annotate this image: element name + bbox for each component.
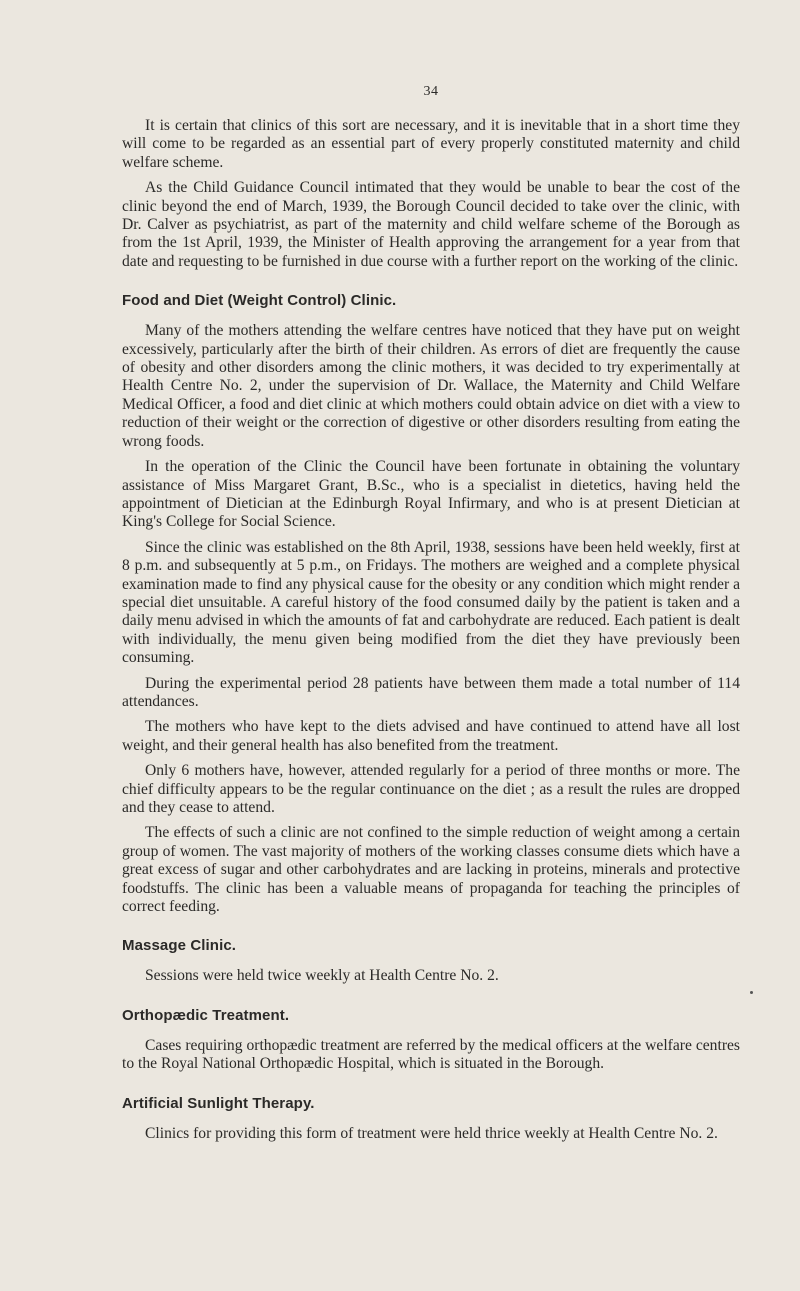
paragraph: Clinics for providing this form of treatment were held thrice weekly at Health Centre No. 2. bbox=[145, 1124, 718, 1142]
section-heading: Food and Diet (Weight Control) Clinic. bbox=[122, 292, 397, 310]
paragraph: Only 6 mothers have, however, attended regularly for a period of three months or more. The chief difficulty appears to be the regular continuance on the diet ; as a result the rules are dropped and they cease to attend. bbox=[122, 762, 740, 816]
paragraph: Sessions were held twice weekly at Health Centre No. 2. bbox=[145, 967, 499, 985]
section-heading: Artificial Sunlight Therapy. bbox=[122, 1094, 315, 1112]
paragraph: Cases requiring orthopædic treatment are referred by the medical officers at the welfare centres to the Royal National Orthopædic Hospital, which is situated in the Borough. bbox=[122, 1036, 740, 1073]
food-diet-section bbox=[122, 292, 740, 916]
paragraph: The mothers who have kept to the diets advised and have continued to attend have all lost weight, and their general health has also benefited from the treatment. bbox=[122, 718, 740, 754]
paragraph: As the Child Guidance Council intimated that they would be unable to bear the cost of the clinic beyond the end of March, 1939, the Borough Council decided to take over the clinic, with Dr. Calver as psychiatrist, as part of the maternity and child welfare scheme of the Borough as from the 1st April, 1939, the Minister of Health approving the arrangement for a year from that date and requesting to be furnished in due course with a further report on the working of the clinic. bbox=[122, 179, 740, 270]
sunlight-section bbox=[122, 1095, 740, 1143]
paragraph: Since the clinic was established on the 8th April, 1938, sessions have been held weekly, first at 8 p.m. and subsequently at 5 p.m., on Fridays. The mothers are weighed and a complete physical examination made to find any physical cause for the obesity or any condition which might render a special diet unsuitable. A careful history of the food consumed daily by the patient is taken and a daily menu advised in which the amounts of fat and carbohydrate are reduced. Each patient is dealt with individually, the menu given being modified from the diet they have previously been consuming. bbox=[122, 538, 740, 667]
section-heading: Massage Clinic. bbox=[122, 937, 237, 955]
section-heading: Orthopædic Treatment. bbox=[122, 1006, 290, 1024]
paragraph: The effects of such a clinic are not confined to the simple reduction of weight among a certain group of women. The vast majority of mothers of the working classes consume diets which have a great excess of sugar and other carbohydrates and are lacking in proteins, minerals and protective foodstuffs. The clinic has been a valuable means of propaganda for teaching the principles of correct feeding. bbox=[122, 824, 740, 916]
page-number: 34 bbox=[423, 84, 439, 99]
paragraph: In the operation of the Clinic the Council have been fortunate in obtaining the voluntary assistance of Miss Margaret Grant, B.Sc., who is a specialist in dietetics, having held the appointment of Dietician at the Edinburgh Royal Infirmary, and who is at present Dietician at King's College for Social Science. bbox=[122, 458, 740, 531]
orthopaedic-section bbox=[122, 1007, 740, 1074]
paragraph: During the experimental period 28 patients have between them made a total number of 114 attendances. bbox=[122, 674, 740, 710]
paragraph: Many of the mothers attending the welfare centres have noticed that they have put on weight excessively, particularly after the birth of their children. As errors of diet are frequently the cause of obesity and other disorders among the clinic mothers, it was decided to try experimentally at Health Centre No. 2, under the supervision of Dr. Wallace, the Maternity and Child Welfare Medical Officer, a food and diet clinic at which mothers could obtain advice on diet with a view to reduction of their weight or the correction of digestive or other disorders resulting from eating the wrong foods. bbox=[122, 322, 740, 450]
paragraph: It is certain that clinics of this sort are necessary, and it is inevitable that in a short time they will come to be regarded as an essential part of every properly constituted maternity and child welfare scheme. bbox=[122, 117, 740, 171]
page-content bbox=[122, 84, 740, 1150]
intro-section bbox=[122, 117, 740, 271]
massage-section bbox=[122, 937, 740, 985]
print-speck bbox=[750, 991, 753, 994]
